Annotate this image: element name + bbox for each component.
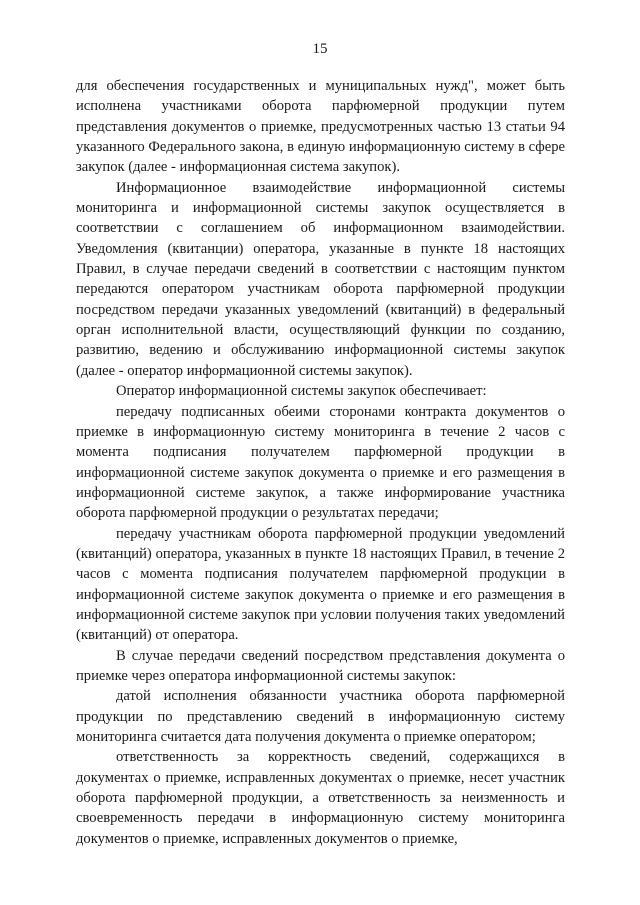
- page-number: 15: [312, 41, 328, 57]
- paragraph-information-interaction: Информационное взаимодействие информационной системы мониторинга и информационной системы закупок осуществляется в соответствии с соглашением об информационном взаимодействии. Уведомления (квитанции) оператора, указанные в пункте 18 настоящих Правил, в случае передачи сведений в соответствии с настоящим пунктом передаются оператором участникам оборота парфюмерной продукции посредством передачи указанных уведомлений (квитанций) в федеральный орган исполнительной власти, осуществляющий функции по созданию, развитию, ведению и обслуживанию информационной системы закупок (далее - оператор информационной системы закупок).: [76, 179, 565, 379]
- paragraph-operator-provides: Оператор информационной системы закупок обеспечивает:: [116, 383, 487, 400]
- paragraph-case-of-transfer: В случае передачи сведений посредством представления документа о приемке через оператора информационной системы закупок:: [76, 647, 565, 684]
- paragraph-transfer-notifications: передачу участникам оборота парфюмерной продукции уведомлений (квитанций) оператора, указанных в пункте 18 настоящих Правил, в течение 2 часов с момента подписания получателем парфюмерной продукции в информационной системе закупок документа о приемке и его размещения в информационной системе закупок при условии получения таких уведомлений (квитанций) от оператора.: [76, 525, 565, 644]
- paragraph-transfer-documents: передачу подписанных обеими сторонами контракта документов о приемке в информационную систему мониторинга в течение 2 часов с момента подписания получателем парфюмерной продукции в информационной системе закупок документа о приемке и его размещения в информационной системе закупок, а также информирование участника оборота парфюмерной продукции о результатах передачи;: [76, 403, 565, 522]
- paragraph-date-of-obligation: датой исполнения обязанности участника оборота парфюмерной продукции по представлению сведений в информационную систему мониторинга считается дата получения документа о приемке оператором;: [76, 688, 565, 745]
- paragraph-responsibility: ответственность за корректность сведений, содержащихся в документах о приемке, исправленных документах о приемке, несет участник оборота парфюмерной продукции, а ответственность за неизменность и своевременность передачи в информационную систему мониторинга документов о приемке, исправленных документов о приемке,: [76, 749, 565, 847]
- paragraph-continuation: для обеспечения государственных и муниципальных нужд", может быть исполнена участниками оборота парфюмерной продукции путем представления документов о приемке, предусмотренных частью 13 статьи 94 указанного Федерального закона, в единую информационную систему в сфере закупок (далее - информационная система закупок).: [76, 78, 565, 176]
- document-body: [76, 76, 565, 849]
